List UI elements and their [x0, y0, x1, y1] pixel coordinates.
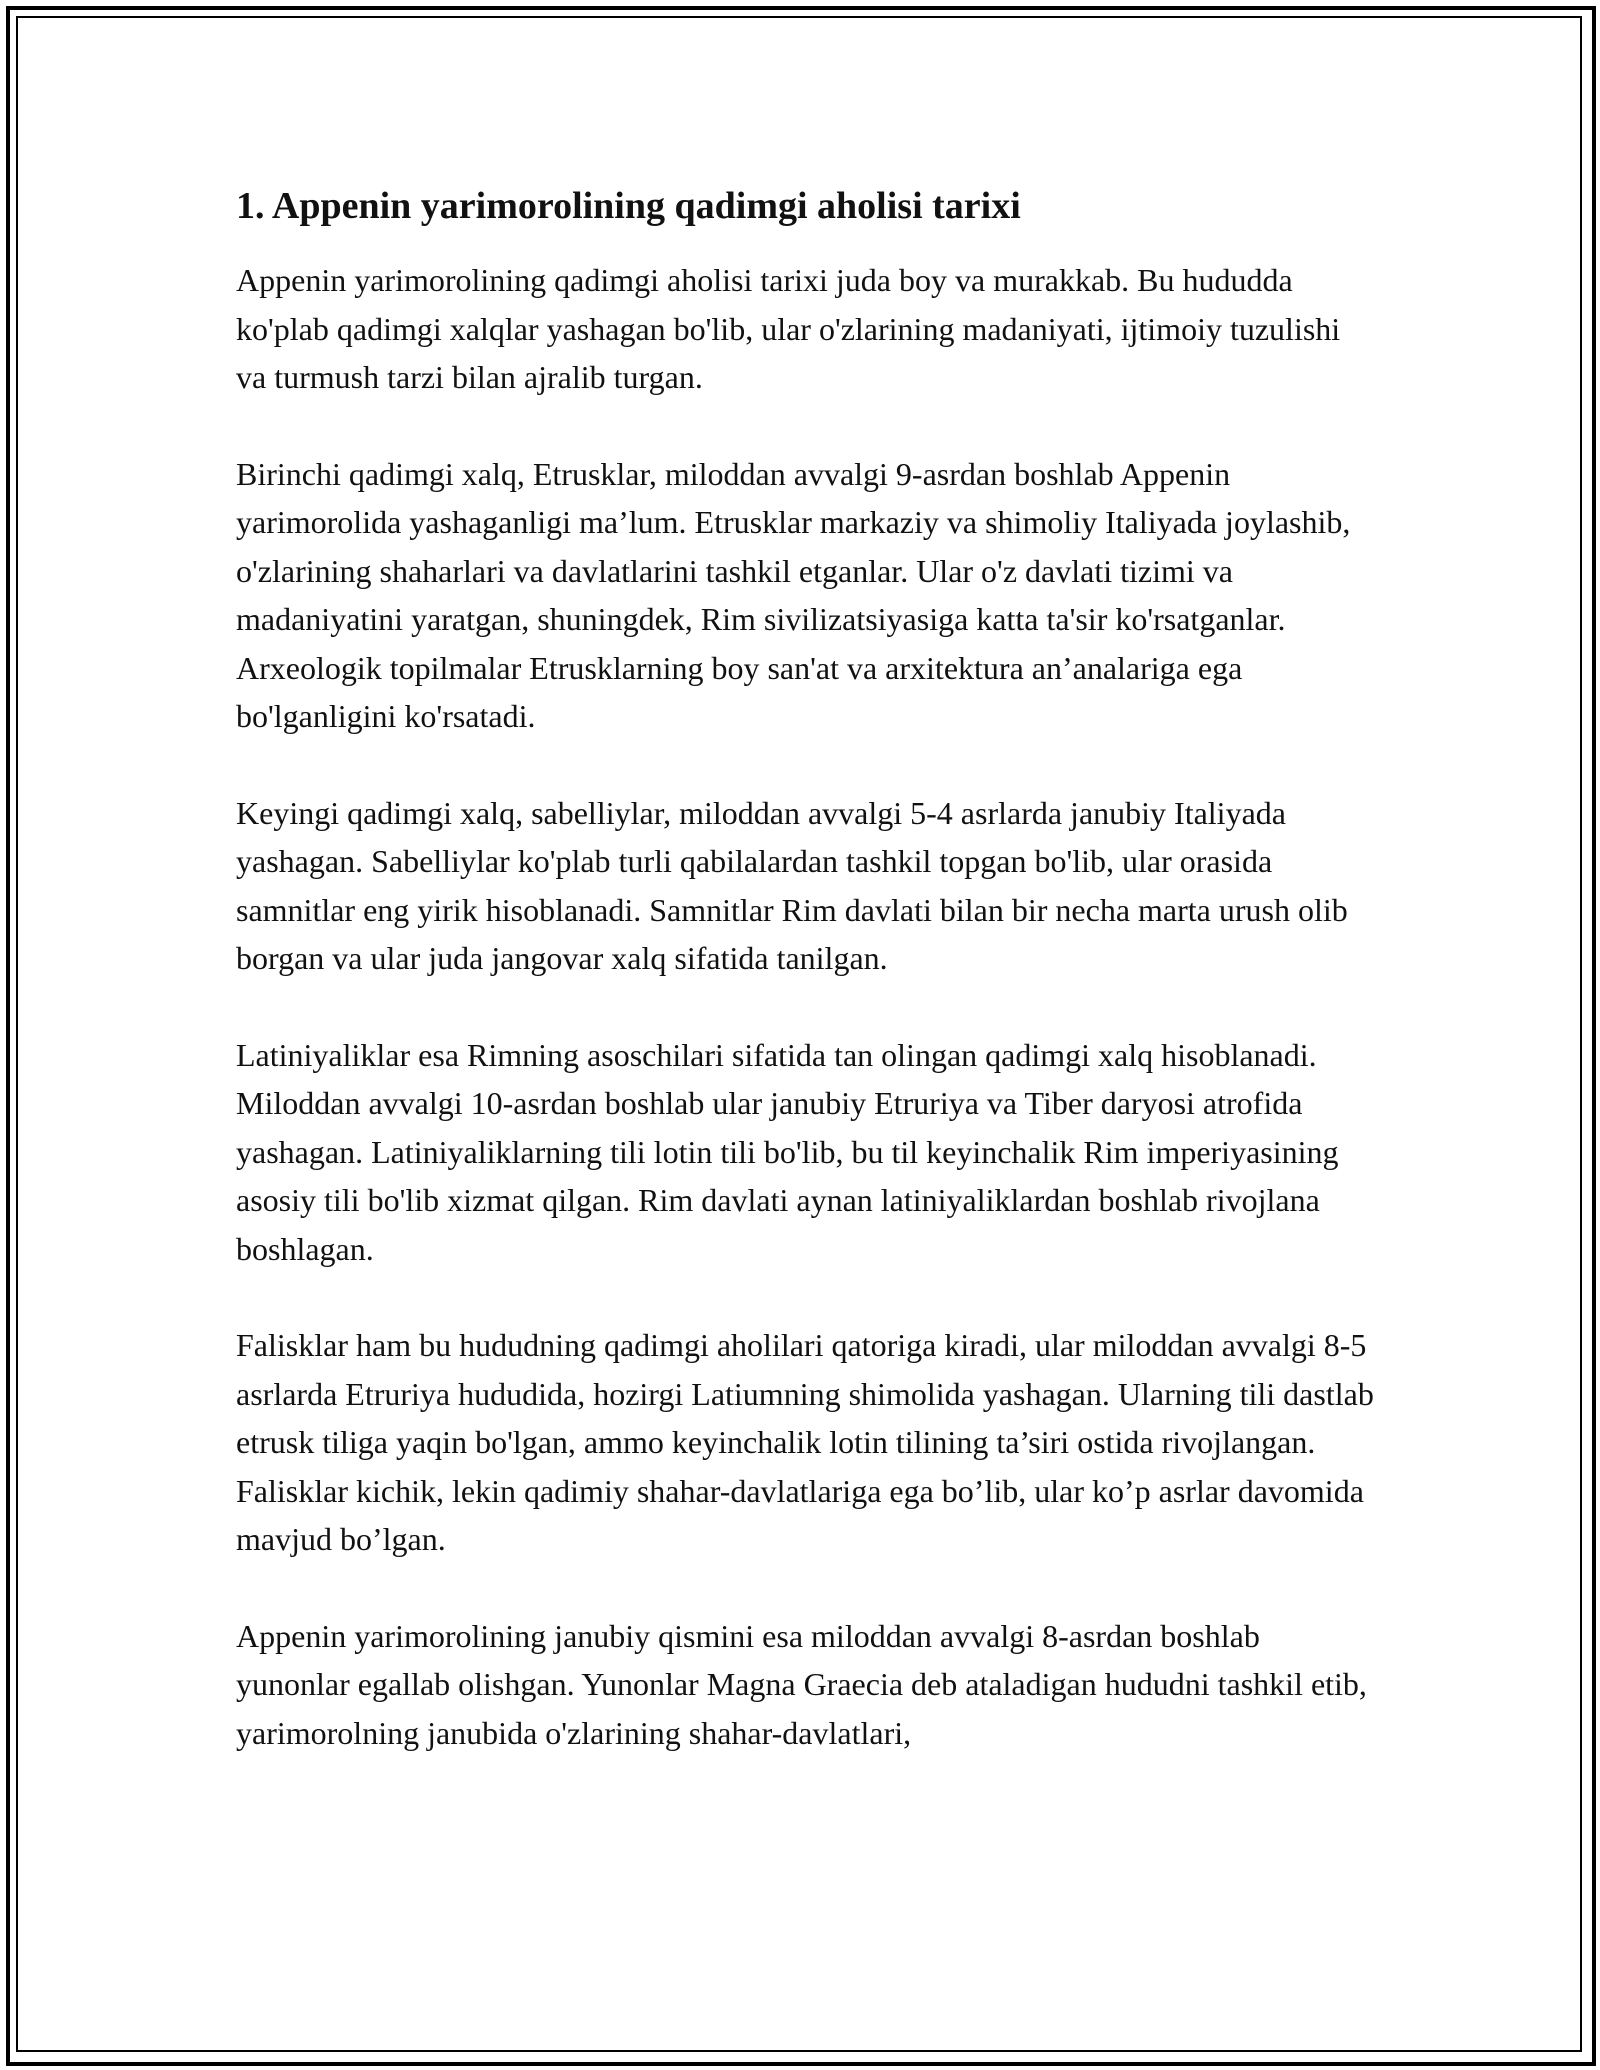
paragraph-sabellians: Keyingi qadimgi xalq, sabelliylar, miloddan avvalgi 5-4 asrlarda janubiy Italiyada yashagan. Sabelliylar ko'plab turli qabilalardan tashkil topgan bo'lib, ular orasida samnitlar eng yirik hisoblanadi. Samnitlar Rim davlati bilan bir necha marta urush olib borgan va ular juda jangovar xalq sifatida tanilgan. [236, 794, 1348, 976]
paragraph-intro: Appenin yarimorolining qadimgi aholisi tarixi juda boy va murakkab. Bu hududda ko'plab qadimgi xalqlar yashagan bo'lib, ular o'zlarining madaniyati, ijtimoiy tuzulishi va turmush tarzi bilan ajralib turgan. [236, 262, 1341, 395]
paragraph-greeks: Appenin yarimorolining janubiy qismini esa miloddan avvalgi 8-asrdan boshlab yunonlar egallab olishgan. Yunonlar Magna Graecia deb ataladigan hududni tashkil etib, yarimorolning janubida o'zlarining shahar-davlatlari, [236, 1617, 1367, 1751]
paragraph-latins: Latiniyaliklar esa Rimning asoschilari sifatida tan olingan qadimgi xalq hisoblanadi. Miloddan avvalgi 10-asrdan boshlab ular janubiy Etruriya va Tiber daryosi atrofida yashagan. Latiniyaliklarning tili lotin tili bo'lib, bu til keyinchalik Rim imperiyasining asosiy tili bo'lib xizmat qilgan. Rim davlati aynan latiniyaliklardan boshlab rivojlana boshlagan. [236, 1036, 1339, 1267]
paragraph-faliscans: Falisklar ham bu hududning qadimgi aholilari qatoriga kiradi, ular miloddan avvalgi 8-5 asrlarda Etruriya hududida, hozirgi Latiumning shimolida yashagan. Ularning tili dastlab etrusk tiliga yaqin bo'lgan, ammo keyinchalik lotin tilining ta’siri ostida rivojlangan. Falisklar kichik, lekin qadimiy shahar-davlatlariga ega bo’lib, ular ko’p asrlar davomida mavjud bo’lgan. [236, 1327, 1374, 1557]
document-body [236, 182, 1376, 1805]
section-heading: 1. Appenin yarimorolining qadimgi aholisi tarixi [236, 185, 1021, 227]
paragraph-etruscans: Birinchi qadimgi xalq, Etrusklar, miloddan avvalgi 9-asrdan boshlab Appenin yarimorolida yashaganligi ma’lum. Etrusklar markaziy va shimoliy Italiyada joylashib, o'zlarining shaharlari va davlatlarini tashkil etganlar. Ular o'z davlati tizimi va madaniyatini yaratgan, shuningdek, Rim sivilizatsiyasiga katta ta'sir ko'rsatganlar. Arxeologik topilmalar Etrusklarning boy san'at va arxitektura an’analariga ega bo'lganligini ko'rsatadi. [236, 455, 1351, 734]
